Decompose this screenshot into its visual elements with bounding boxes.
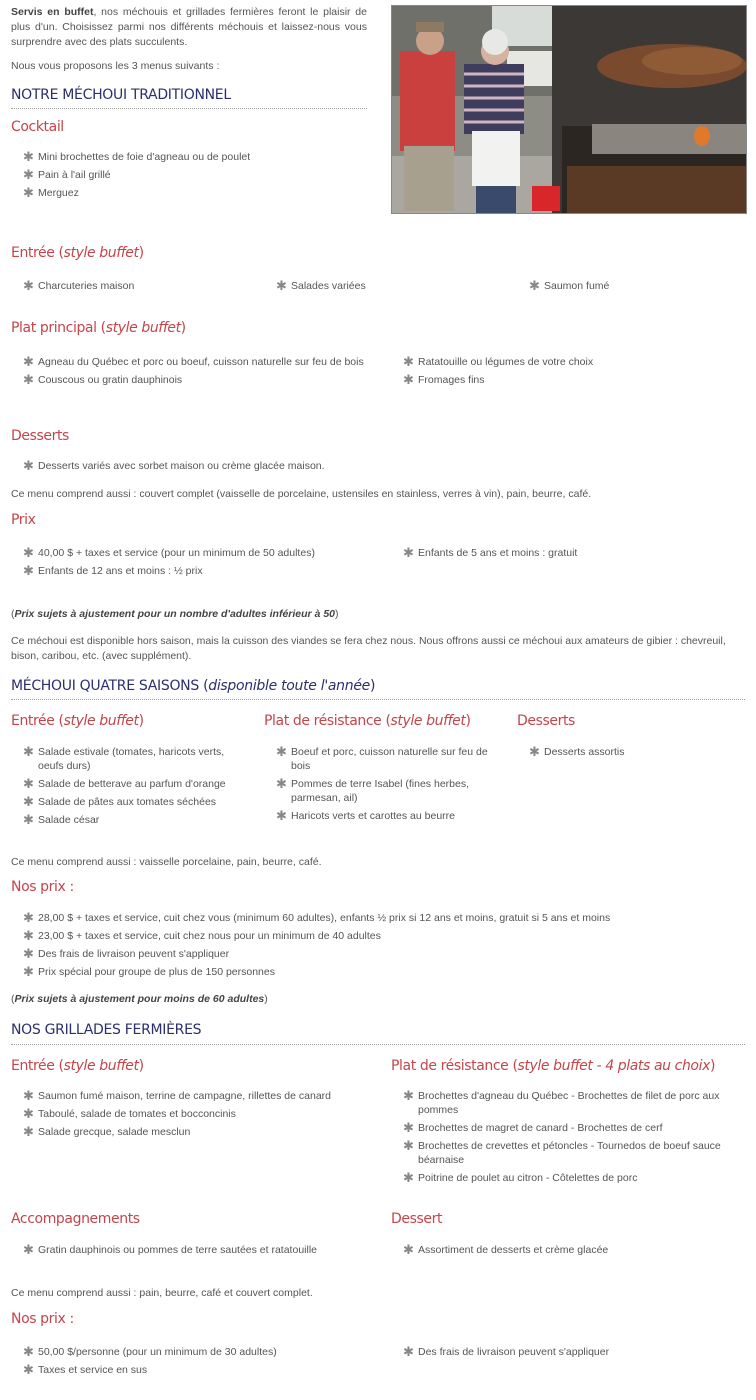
gr-prix-list-right <box>403 1345 748 1363</box>
subsection-title-accompagnements: Accompagnements <box>11 1211 140 1227</box>
subsection-title-cocktail: Cocktail <box>11 119 64 135</box>
star-icon: ✱ <box>403 1138 414 1153</box>
list-item: ✱ Boeuf et porc, cuisson naturelle sur feu de bois <box>276 744 488 772</box>
star-icon: ✱ <box>23 545 34 560</box>
list-item: ✱ Brochettes de crevettes et pétoncles - Tournedos de boeuf sauce béarnaise <box>403 1138 721 1166</box>
subsection-title-desserts: Desserts <box>11 428 69 444</box>
list-item: ✱ Salade césar <box>23 812 100 827</box>
list-item: ✱ Salade grecque, salade mesclun <box>23 1124 191 1139</box>
star-icon: ✱ <box>276 744 287 759</box>
list-item: ✱ Merguez <box>23 185 79 200</box>
star-icon: ✱ <box>276 278 287 293</box>
star-icon: ✱ <box>403 354 414 369</box>
star-icon: ✱ <box>23 812 34 827</box>
star-icon: ✱ <box>403 1088 414 1103</box>
desserts-list <box>23 459 723 477</box>
subsection-title-entree: Entrée (style buffet) <box>11 245 144 261</box>
list-item: ✱ Gratin dauphinois ou pommes de terre sautées et ratatouille <box>23 1242 317 1257</box>
star-icon: ✱ <box>23 1242 34 1257</box>
list-item: ✱ Pommes de terre Isabel (fines herbes, parmesan, ail) <box>276 776 469 804</box>
star-icon: ✱ <box>403 1120 414 1135</box>
list-item: ✱ Agneau du Québec et porc ou boeuf, cuisson naturelle sur feu de bois <box>23 354 364 369</box>
star-icon: ✱ <box>529 278 540 293</box>
list-item: ✱ Salade de betterave au parfum d'orange <box>23 776 226 791</box>
star-icon: ✱ <box>23 1344 34 1359</box>
star-icon: ✱ <box>23 149 34 164</box>
star-icon: ✱ <box>529 744 540 759</box>
subsection-title-nos-prix: Nos prix : <box>11 879 74 895</box>
star-icon: ✱ <box>23 1106 34 1121</box>
list-item: ✱ Charcuteries maison <box>23 278 135 293</box>
menus-intro: Nous vous proposons les 3 menus suivants : <box>11 60 220 72</box>
list-item: ✱ Taxes et service en sus <box>23 1362 148 1377</box>
list-item: ✱ Saumon fumé maison, terrine de campagne, rillettes de canard <box>23 1088 331 1103</box>
qs-desserts-list <box>529 745 744 763</box>
list-item: ✱ Mini brochettes de foie d'agneau ou de poulet <box>23 149 251 164</box>
list-item: ✱ 23,00 $ + taxes et service, cuit chez nous pour un minimum de 40 adultes <box>23 928 381 943</box>
prix-list-right <box>403 546 743 564</box>
star-icon: ✱ <box>23 1124 34 1139</box>
subsection-title-entree: Entrée (style buffet) <box>11 1058 144 1074</box>
intro-lead-bold: Servis en buffet <box>11 6 94 18</box>
includes-text: Ce menu comprend aussi : pain, beurre, café et couvert complet. <box>11 1287 313 1299</box>
mechoui-photo <box>391 5 747 214</box>
entree-list-col3 <box>529 279 749 297</box>
list-item: ✱ Couscous ou gratin dauphinois <box>23 372 183 387</box>
list-item: ✱ Salades variées <box>276 278 366 293</box>
includes-text: Ce menu comprend aussi : vaisselle porcelaine, pain, beurre, café. <box>11 856 322 868</box>
intro-paragraph <box>11 5 367 50</box>
list-item: ✱ Desserts variés avec sorbet maison ou crème glacée maison. <box>23 458 325 473</box>
list-item: ✱ 50,00 $/personne (pour un minimum de 30 adultes) <box>23 1344 277 1359</box>
section-title-traditionnel: NOTRE MÉCHOUI TRADITIONNEL <box>11 87 231 103</box>
star-icon: ✱ <box>23 278 34 293</box>
subsection-title-dessert: Dessert <box>391 1211 443 1227</box>
gr-plat-list <box>403 1089 748 1189</box>
star-icon: ✱ <box>23 776 34 791</box>
section-title-quatre-saisons: MÉCHOUI QUATRE SAISONS (disponible toute l'année) <box>11 678 376 694</box>
star-icon: ✱ <box>23 354 34 369</box>
list-item: ✱ Enfants de 12 ans et moins : ½ prix <box>23 563 203 578</box>
list-item: ✱ Poitrine de poulet au citron - Côtelettes de porc <box>403 1170 638 1185</box>
list-item: ✱ 28,00 $ + taxes et service, cuit chez vous (minimum 60 adultes), enfants ½ prix si 12 ans et moins, gratuit si 5 ans et moins <box>23 910 611 925</box>
qs-entree-list <box>23 745 238 831</box>
list-item: ✱ Pain à l'ail grillé <box>23 167 111 182</box>
gr-entree-list <box>23 1089 373 1143</box>
star-icon: ✱ <box>23 928 34 943</box>
entree-list-col1 <box>23 279 263 297</box>
subsection-title-plat-resistance: Plat de résistance (style buffet) <box>264 713 471 729</box>
gr-prix-list-left <box>23 1345 373 1381</box>
list-item: ✱ Brochettes d'agneau du Québec - Brochettes de filet de porc aux pommes <box>403 1088 720 1116</box>
list-item: ✱ Haricots verts et carottes au beurre <box>276 808 455 823</box>
star-icon: ✱ <box>23 167 34 182</box>
star-icon: ✱ <box>403 545 414 560</box>
star-icon: ✱ <box>23 910 34 925</box>
section-divider <box>11 699 745 700</box>
list-item: ✱ Salade de pâtes aux tomates séchées <box>23 794 217 809</box>
plat-list-left <box>23 355 368 391</box>
star-icon: ✱ <box>23 946 34 961</box>
entree-list-col2 <box>276 279 516 297</box>
subsection-title-nos-prix: Nos prix : <box>11 1311 74 1327</box>
star-icon: ✱ <box>23 458 34 473</box>
star-icon: ✱ <box>23 1362 34 1377</box>
star-icon: ✱ <box>276 776 287 791</box>
subsection-title-plat-resistance: Plat de résistance (style buffet - 4 plats au choix) <box>391 1058 716 1074</box>
star-icon: ✱ <box>23 794 34 809</box>
list-item: ✱ Prix spécial pour groupe de plus de 150 personnes <box>23 964 275 979</box>
section-title-grillades: NOS GRILLADES FERMIÈRES <box>11 1022 202 1038</box>
star-icon: ✱ <box>23 185 34 200</box>
subsection-title-plat-principal: Plat principal (style buffet) <box>11 320 186 336</box>
star-icon: ✱ <box>403 1242 414 1257</box>
star-icon: ✱ <box>403 372 414 387</box>
plat-list-right <box>403 355 743 391</box>
list-item: ✱ Salade estivale (tomates, haricots verts, oeufs durs) <box>23 744 225 772</box>
list-item: ✱ Brochettes de magret de canard - Brochettes de cerf <box>403 1120 663 1135</box>
list-item: ✱ Des frais de livraison peuvent s'appliquer <box>403 1344 610 1359</box>
list-item: ✱ Enfants de 5 ans et moins : gratuit <box>403 545 578 560</box>
list-item: ✱ Des frais de livraison peuvent s'appliquer <box>23 946 230 961</box>
qs-plat-list <box>276 745 491 827</box>
gr-dessert-list <box>403 1243 748 1261</box>
list-item: ✱ Desserts assortis <box>529 744 625 759</box>
list-item: ✱ Assortiment de desserts et crème glacée <box>403 1242 609 1257</box>
star-icon: ✱ <box>403 1344 414 1359</box>
prix-list-left <box>23 546 368 582</box>
price-note: (Prix sujets à ajustement pour un nombre d'adultes inférieur à 50) <box>11 608 339 620</box>
list-item: ✱ 40,00 $ + taxes et service (pour un minimum de 50 adultes) <box>23 545 315 560</box>
star-icon: ✱ <box>403 1170 414 1185</box>
qs-prix-list <box>23 911 748 983</box>
intro-lead-text: , nos méchouis et grillades fermières feront le plaisir de plus d'un. Choisissez parmi nos différents méchouis et laissez-nous vous surprendre avec des plats succulents. <box>11 6 367 48</box>
star-icon: ✱ <box>23 964 34 979</box>
list-item: ✱ Fromages fins <box>403 372 485 387</box>
cocktail-list <box>23 150 363 204</box>
star-icon: ✱ <box>23 372 34 387</box>
star-icon: ✱ <box>23 563 34 578</box>
photo-illustration <box>392 6 747 214</box>
offseason-text: Ce méchoui est disponible hors saison, mais la cuisson des viandes se fera chez nous. Nous offrons aussi ce méchoui aux amateurs de gibier : chevreuil, bison, caribou, etc. (avec supplément). <box>11 635 726 662</box>
subsection-title-prix: Prix <box>11 512 36 528</box>
price-note: (Prix sujets à ajustement pour moins de 60 adultes) <box>11 993 268 1005</box>
star-icon: ✱ <box>276 808 287 823</box>
includes-text: Ce menu comprend aussi : couvert complet (vaisselle de porcelaine, ustensiles en stainless, verres à vin), pain, beurre, café. <box>11 488 592 500</box>
list-item: ✱ Taboulé, salade de tomates et bocconcinis <box>23 1106 236 1121</box>
section-divider <box>11 108 367 109</box>
gr-accompagnements-list <box>23 1243 373 1261</box>
list-item: ✱ Ratatouille ou légumes de votre choix <box>403 354 594 369</box>
star-icon: ✱ <box>23 744 34 759</box>
list-item: ✱ Saumon fumé <box>529 278 610 293</box>
star-icon: ✱ <box>23 1088 34 1103</box>
section-divider <box>11 1044 745 1045</box>
subsection-title-desserts: Desserts <box>517 713 575 729</box>
subsection-title-entree: Entrée (style buffet) <box>11 713 144 729</box>
